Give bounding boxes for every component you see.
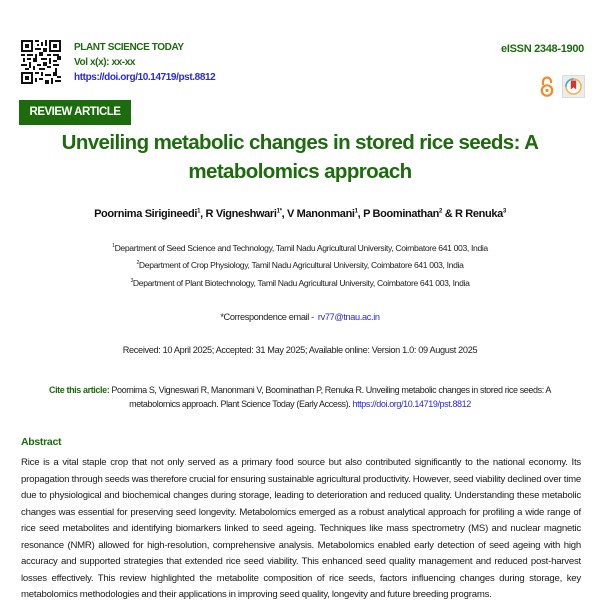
author-separator: , [281, 208, 287, 220]
author-separator: , [200, 208, 206, 220]
author-affiliation-marker: 3 [502, 208, 506, 215]
journal-volume: Vol x(x): xx-xx [74, 57, 136, 68]
author-separator: , [357, 208, 364, 220]
open-access-icon [540, 76, 554, 98]
affiliation-marker: 2 [136, 260, 139, 267]
author-name: R Renuka [455, 208, 503, 220]
correspondence-label: *Correspondence email - [220, 312, 314, 322]
citation-label: Cite this article: [48, 385, 110, 395]
affiliation-text: Department of Seed Science and Technology, Tamil Nadu Agricultural University, Coimbatore 641 003, India [114, 242, 488, 253]
author-affiliation-marker: 1 [197, 208, 201, 215]
journal-name: PLANT SCIENCE TODAY [74, 42, 184, 53]
author-name: R Vigneshwari [205, 208, 277, 220]
affiliation-text: Department of Crop Physiology, Tamil Nadu Agricultural University, Coimbatore 641 003, India [138, 260, 464, 271]
affiliation-marker: 3 [130, 277, 133, 284]
affiliation-item [0, 274, 600, 291]
affiliation-marker: 1 [112, 243, 115, 249]
correspondence-email-link[interactable]: rv77@tnau.ac.in [317, 312, 380, 322]
author-name: Poornima Sirigineedi [94, 208, 198, 220]
eissn-label: eISSN 2348-1900 [501, 43, 584, 55]
author-separator: & [441, 208, 455, 220]
author-name: P Boominathan [363, 208, 439, 220]
abstract-heading: Abstract [21, 436, 62, 448]
author-name: V Manonmani [286, 208, 355, 220]
author-affiliation-marker: 2 [438, 208, 442, 215]
correspondence-line [0, 312, 600, 322]
article-title: Unveiling metabolic changes in stored rice seeds: A metabolomics approach [61, 131, 539, 183]
author-affiliation-marker: 1* [276, 208, 282, 215]
author-affiliation-marker: 1 [354, 208, 358, 215]
author-list [0, 208, 600, 220]
affiliation-list [0, 239, 600, 291]
abstract-body: Rice is a vital staple crop that not only served as a primary food source but also contributed significantly to the national economy. Its propagation through seeds was therefore crucial for ensuring sustainable agricultural productivity. However, seed viability declined over time due to physiological and biochemical changes during storage, leading to deterioration and reduced quality. Understanding these metabolic changes was essential for preserving seed longevity. Metabolomics emerged as a robust analytical approach for profiling a wide range of rice seed metabolites and identifying biomarkers linked to seed ageing. Techniques like mass spectrometry (MS) and nuclear magnetic resonance (NMR) allowed for high-resolution, comprehensive analysis. Metabolomics enabled early detection of seed ageing with high accuracy and supported strategies that extended rice seed viability. This enhanced seed quality management and reduced post-harvest losses effectively. This review highlighted the metabolite composition of rice seeds, factors influencing changes during storage, key metabolomics methodologies and their applications in improving seed quality, longevity and future breeding programs. [21, 457, 581, 600]
affiliation-item [0, 239, 600, 256]
crossmark-icon[interactable] [562, 75, 585, 98]
citation-doi-link[interactable]: https://doi.org/10.14719/pst.8812 [352, 398, 471, 409]
journal-info [74, 40, 215, 85]
article-type-badge: REVIEW ARTICLE [19, 100, 131, 125]
journal-doi-link[interactable]: https://doi.org/10.14719/pst.8812 [74, 72, 216, 83]
citation-text: Poornima S, Vigneswari R, Manonmani V, Boominathan P, Renuka R. Unveiling metabolic changes in stored rice seeds: A metabolomics approach. Plant Science Today (Early Access). [109, 385, 552, 409]
citation-block [40, 384, 560, 411]
publication-dates: Received: 10 April 2025; Accepted: 31 May 2025; Available online: Version 1.0: 09 August 2025 [122, 345, 478, 355]
qr-code-icon[interactable] [21, 40, 61, 84]
affiliation-text: Department of Plant Biotechnology, Tamil Nadu Agricultural University, Coimbatore 641 003, India [132, 277, 470, 288]
affiliation-item [0, 256, 600, 273]
